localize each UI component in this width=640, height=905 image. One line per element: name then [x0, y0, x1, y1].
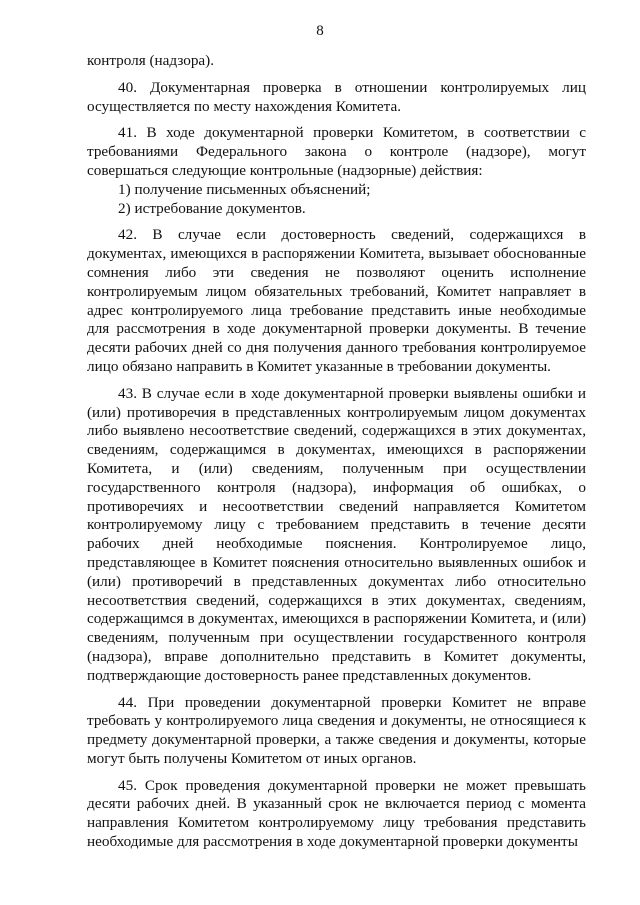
paragraph-41-item-2: 2) истребование документов. [118, 199, 306, 217]
paragraph-42: 42. В случае если достоверность сведений, содержащихся в документах, имеющихся в распоряжении Комитета, вызывает обоснованные сомнения либо эти сведения не позволяют оценить исполнение контролируемым лицом обязательных требований, Комитет направляет в адрес контролируемого лица требование представить иные необходимые для рассмотрения в ходе документарной проверки документы. В течение десяти рабочих дней со дня получения данного требования контролируемое лицо обязано направить в Комитет указанные в требовании документы. [87, 226, 586, 375]
page-number: 8 [316, 23, 324, 39]
paragraph-44: 44. При проведении документарной проверки Комитет не вправе требовать у контролируемого лица сведения и документы, не относящиеся к предмету документарной проверки, а также сведения и документы, которые могут быть получены Комитетом от иных органов. [87, 693, 586, 767]
paragraph-45: 45. Срок проведения документарной проверки не может превышать десяти рабочих дней. В указанный срок не включается период с момента направления Комитетом контролируемому лицу требования представить необходимые для рассмотрения в ходе документарной проверки документы [87, 776, 586, 851]
document-body [87, 52, 586, 852]
paragraph-41: 41. В ходе документарной проверки Комитетом, в соответствии с требованиями Федерального закона о контроле (надзоре), могут совершаться следующие контрольные (надзорные) действия: [87, 124, 586, 179]
paragraph-40: 40. Документарная проверка в отношении контролируемых лиц осуществляется по месту нахождения Комитета. [87, 78, 586, 115]
paragraph-41-item-1: 1) получение письменных объяснений; [118, 180, 371, 198]
paragraph-continuation: контроля (надзора). [87, 52, 215, 69]
paragraph-43: 43. В случае если в ходе документарной проверки выявлены ошибки и (или) противоречия в представленных контролируемым лицом документах либо выявлено несоответствие сведений, содержащихся в этих документах, сведениям, содержащимся в документах, имеющихся в распоряжении Комитета, и (или) сведениям, полученным при осуществлении государственного контроля (надзора), информация об ошибках, о противоречиях и несоответствии сведений направляется Комитетом контролируемому лицу с требованием представить в течение десяти рабочих дней необходимые пояснения. Контролируемое лицо, представляющее в Комитет пояснения относительно выявленных ошибок и (или) противоречий в представленных документах либо относительно несоответствия сведений, содержащихся в этих документах, сведениям, содержащимся в документах, имеющихся в распоряжении Комитета, и (или) сведениям, полученным при осуществлении государственного контроля (надзора), вправе дополнительно представить в Комитет документы, подтверждающие достоверность ранее представленных документов. [87, 384, 586, 684]
